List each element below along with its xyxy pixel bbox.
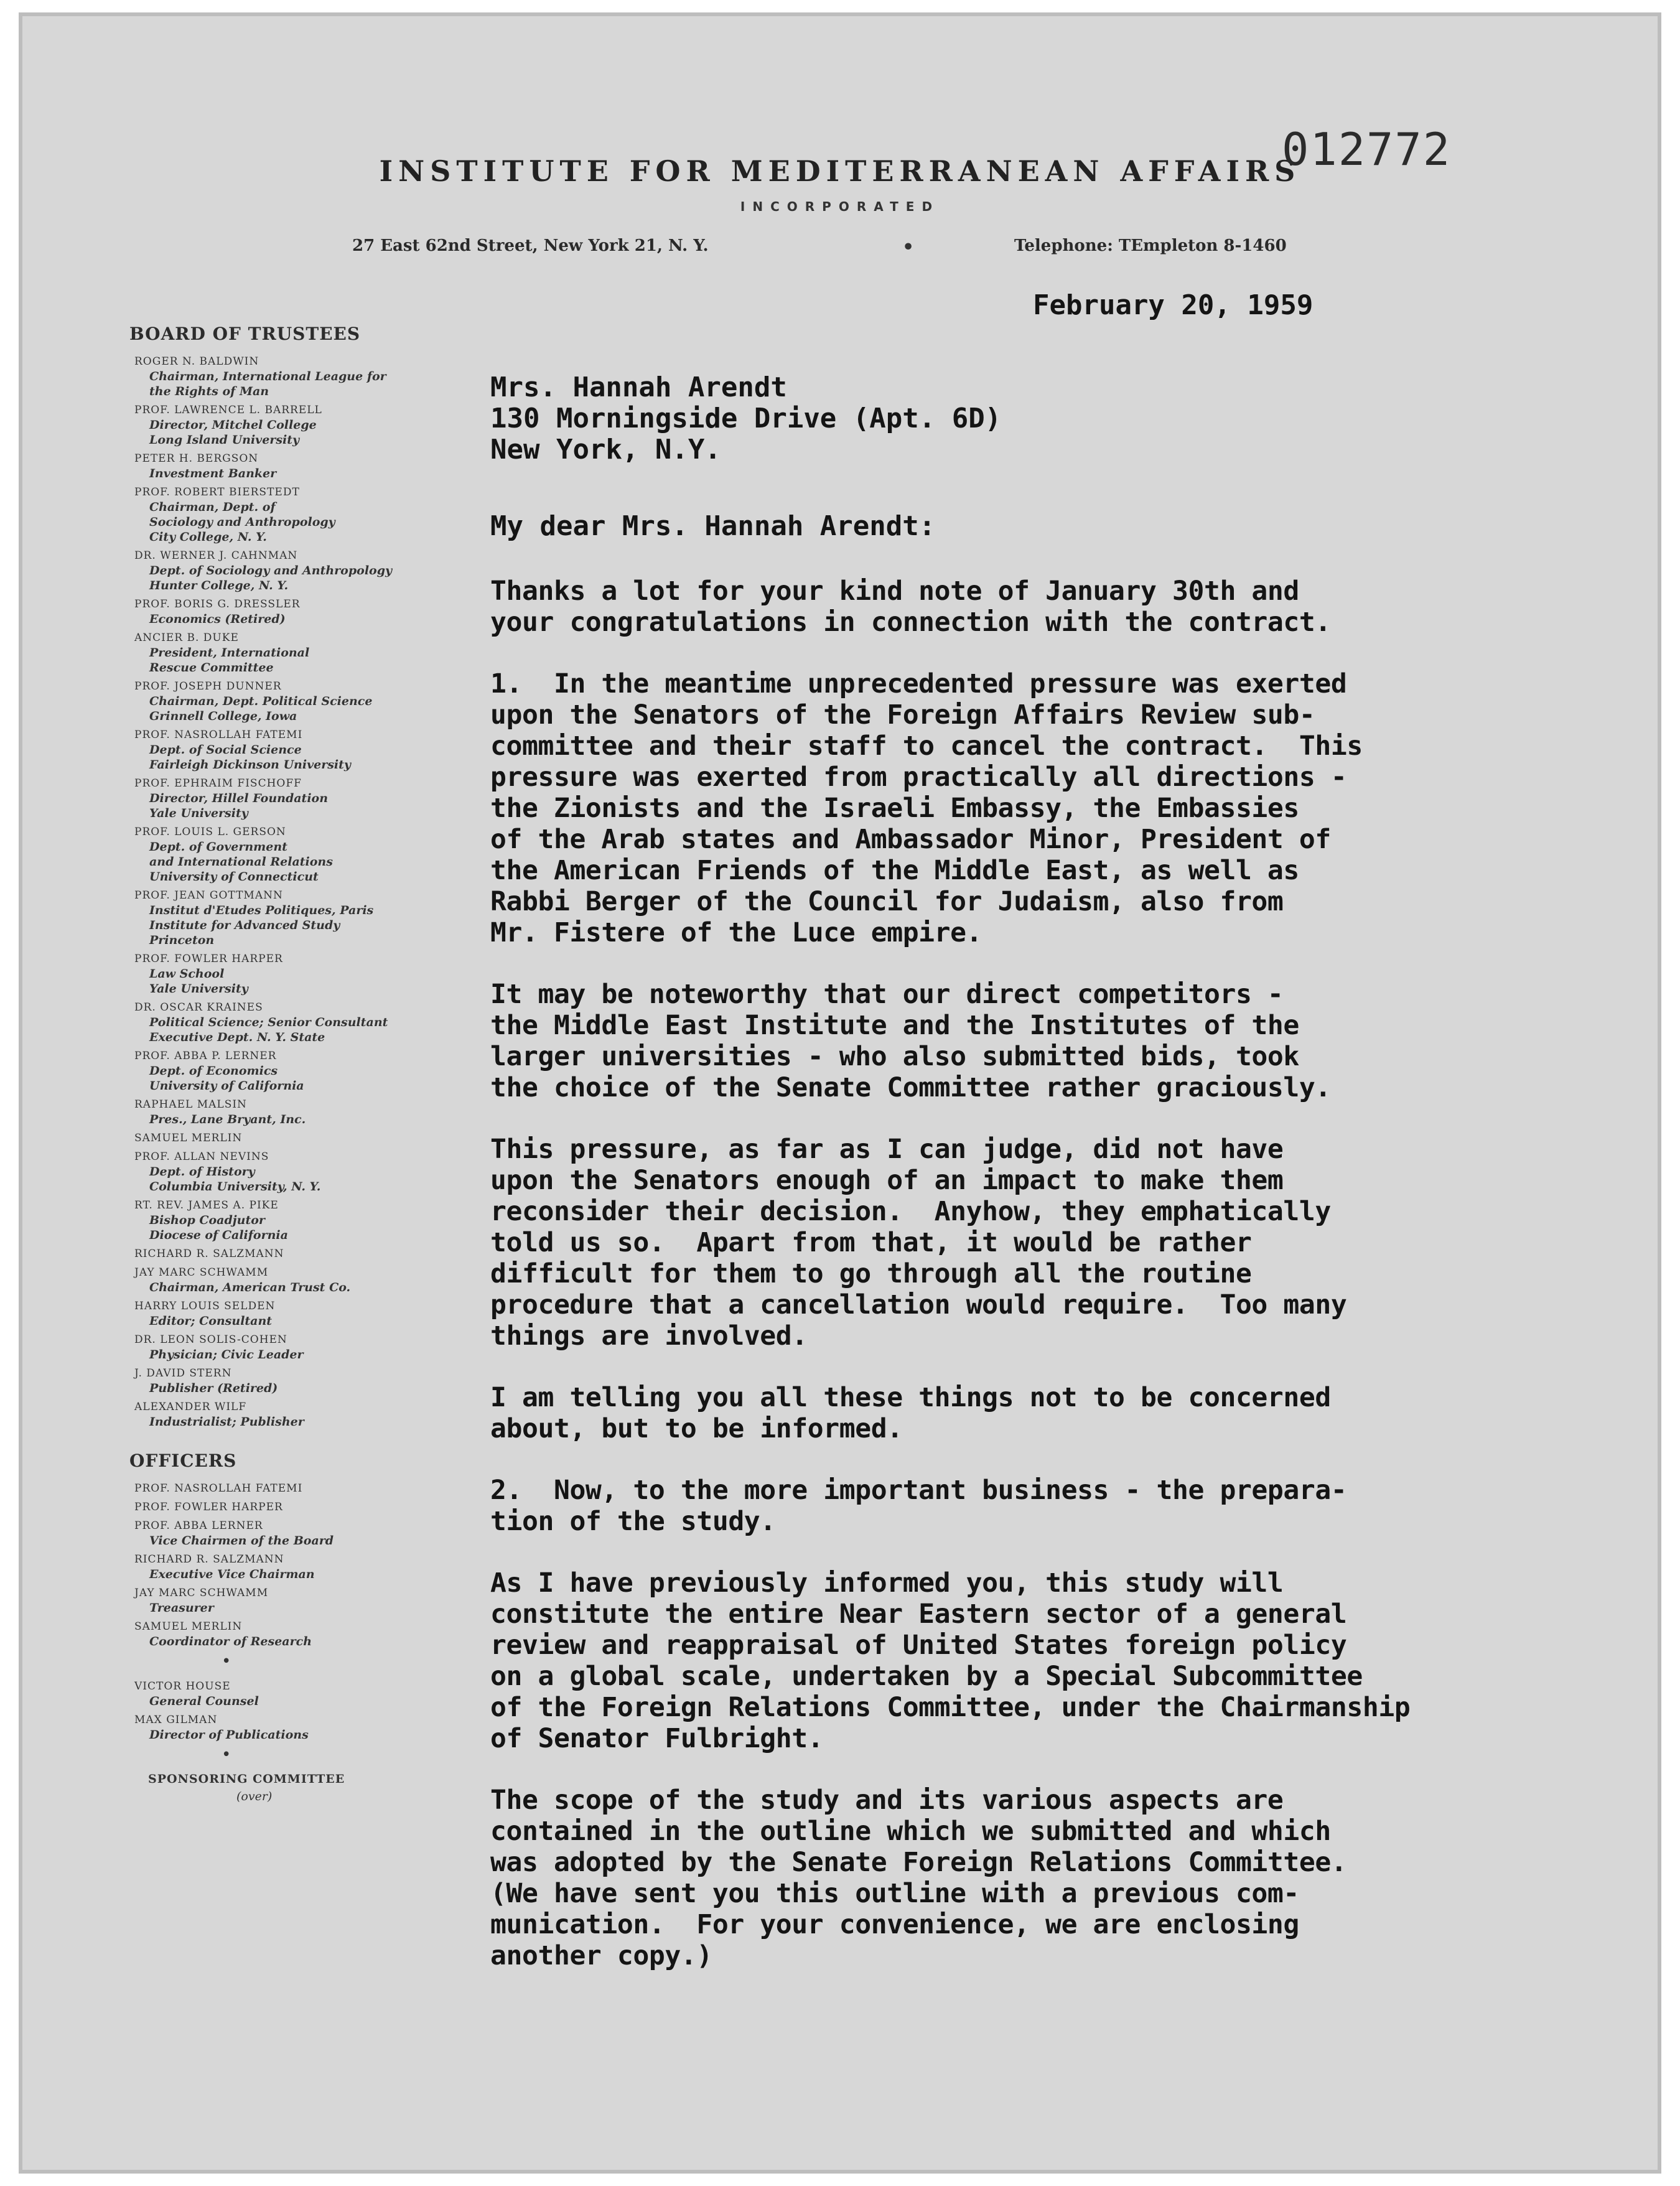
paragraph-line: upon the Senators of the Foreign Affairs Review sub- — [490, 699, 1315, 731]
board-list — [112, 354, 436, 1429]
person-title: Chairman, International League for — [149, 370, 386, 383]
trustee-entry — [134, 1149, 436, 1194]
letter-paragraph — [490, 576, 1629, 638]
person-title: Institut d'Etudes Politiques, Paris — [149, 904, 374, 917]
letter-paragraph — [490, 1785, 1629, 1971]
paragraph-line: review and reappraisal of United States foreign policy — [490, 1630, 1347, 1661]
person-title: Director, Hillel Foundation — [149, 792, 329, 805]
paragraph-line: I am telling you all these things not to be concerned — [490, 1382, 1331, 1413]
paragraph-line: was adopted by the Senate Foreign Relations Committee. — [490, 1847, 1347, 1878]
paragraph-line: things are involved. — [490, 1320, 808, 1352]
trustee-entry — [134, 1299, 436, 1329]
paragraph-line: difficult for them to go through all the routine — [490, 1258, 1252, 1289]
person-name: PROF. JOSEPH DUNNER — [134, 680, 282, 693]
recipient-line: New York, N.Y. — [490, 434, 721, 465]
paragraph-line: Thanks a lot for your kind note of January 30th and — [490, 576, 1299, 607]
person-name: PROF. LOUIS L. GERSON — [134, 826, 286, 838]
trustee-entry — [134, 548, 436, 593]
person-title: Rescue Committee — [149, 661, 274, 675]
person-name: PROF. ROBERT BIERSTEDT — [134, 486, 300, 498]
paragraph-line: larger universities - who also submitted bids, took — [490, 1041, 1299, 1072]
paragraph-line: It may be noteworthy that our direct competitors - — [490, 979, 1284, 1010]
letterhead-address: 27 East 62nd Street, New York 21, N. Y. — [352, 236, 709, 255]
trustee-entry — [134, 1552, 436, 1582]
paragraph-line: 2. Now, to the more important business - the prepara- — [490, 1475, 1347, 1506]
person-title: Dept. of Social Science — [149, 743, 302, 757]
paragraph-line: your congratulations in connection with the contract. — [490, 607, 1331, 638]
paragraph-line: procedure that a cancellation would require. Too many — [490, 1289, 1347, 1320]
person-name: PROF. BORIS G. DRESSLER — [134, 598, 301, 610]
trustee-entry — [134, 1518, 436, 1548]
officers-heading: OFFICERS — [129, 1450, 237, 1471]
paragraph-line: contained in the outline which we submitted and which — [490, 1816, 1331, 1847]
paragraph-line: about, but to be informed. — [490, 1413, 903, 1444]
paragraph-line: of Senator Fulbright. — [490, 1723, 824, 1754]
sidebar-bullet: • — [222, 1652, 231, 1671]
person-title: Treasurer — [149, 1601, 214, 1615]
trustee-entry — [134, 1399, 436, 1429]
person-name: PROF. EPHRAIM FISCHOFF — [134, 777, 302, 790]
person-name: JAY MARC SCHWAMM — [134, 1266, 269, 1279]
person-name: ROGER N. BALDWIN — [134, 355, 259, 368]
sidebar-bullet: • — [222, 1745, 231, 1764]
paragraph-line: reconsider their decision. Anyhow, they emphatically — [490, 1196, 1331, 1227]
letter-paragraph — [490, 979, 1629, 1103]
person-title: Diocese of California — [149, 1228, 288, 1242]
person-name: PROF. LAWRENCE L. BARRELL — [134, 404, 322, 416]
person-title: Sociology and Anthropology — [149, 515, 335, 529]
person-name: PROF. ALLAN NEVINS — [134, 1151, 269, 1163]
trustee-entry — [134, 597, 436, 627]
person-title: Vice Chairmen of the Board — [149, 1534, 334, 1548]
letter-date: February 20, 1959 — [1033, 289, 1314, 321]
trustee-entry — [134, 451, 436, 481]
trustee-entry — [134, 1712, 436, 1742]
person-title: Chairman, Dept. Political Science — [149, 694, 373, 708]
person-title: Economics (Retired) — [149, 612, 286, 626]
person-name: SAMUEL MERLIN — [134, 1620, 243, 1633]
person-name: DR. OSCAR KRAINES — [134, 1001, 263, 1014]
person-name: ANCIER B. DUKE — [134, 632, 239, 644]
trustee-entry — [134, 1679, 436, 1709]
person-title: Yale University — [149, 806, 248, 820]
person-title: Law School — [149, 967, 225, 981]
salutation: My dear Mrs. Hannah Arendt: — [490, 510, 936, 542]
paragraph-line: the Zionists and the Israeli Embassy, the Embassies — [490, 793, 1299, 824]
trustee-entry — [134, 1097, 436, 1127]
paragraph-line: upon the Senators enough of an impact to make them — [490, 1165, 1284, 1196]
recipient-line: Mrs. Hannah Arendt — [490, 371, 787, 403]
person-name: PETER H. BERGSON — [134, 452, 259, 465]
trustee-entry — [134, 1265, 436, 1295]
letterhead-sidebar — [112, 324, 436, 1803]
person-name: RICHARD R. SALZMANN — [134, 1248, 284, 1260]
letter-paragraph — [490, 1567, 1629, 1754]
person-name: HARRY LOUIS SELDEN — [134, 1300, 276, 1312]
person-title: University of Connecticut — [149, 870, 319, 884]
person-title: Physician; Civic Leader — [149, 1348, 304, 1362]
paragraph-line: This pressure, as far as I can judge, did not have — [490, 1134, 1284, 1165]
person-title: City College, N. Y. — [149, 530, 267, 544]
person-name: RAPHAEL MALSIN — [134, 1098, 247, 1111]
letter-paragraph — [490, 1475, 1629, 1537]
letter-paragraph — [490, 668, 1629, 948]
person-name: MAX GILMAN — [134, 1714, 218, 1726]
paragraph-line: the American Friends of the Middle East, as well as — [490, 855, 1299, 886]
person-name: SAMUEL MERLIN — [134, 1132, 243, 1144]
paragraph-line: of the Foreign Relations Committee, under the Chairmanship — [490, 1692, 1411, 1723]
trustee-entry — [134, 679, 436, 724]
trustee-entry — [134, 1131, 436, 1146]
counsel-list — [112, 1679, 436, 1742]
trustee-entry — [134, 1500, 436, 1515]
trustee-entry — [134, 776, 436, 821]
trustee-entry — [134, 485, 436, 544]
person-name: JAY MARC SCHWAMM — [134, 1587, 269, 1599]
person-title: Coordinator of Research — [149, 1635, 312, 1648]
person-name: PROF. NASROLLAH FATEMI — [134, 729, 303, 741]
trustee-entry — [134, 1049, 436, 1093]
trustee-entry — [134, 1586, 436, 1615]
letterhead-telephone: Telephone: TEmpleton 8-1460 — [1014, 236, 1287, 255]
person-name: PROF. JEAN GOTTMANN — [134, 889, 283, 902]
person-title: Institute for Advanced Study — [149, 918, 340, 932]
recipient-address — [490, 372, 1001, 465]
trustee-entry — [134, 1619, 436, 1649]
person-title: Director, Mitchel College — [149, 418, 317, 432]
person-name: VICTOR HOUSE — [134, 1680, 231, 1693]
board-heading: BOARD OF TRUSTEES — [129, 324, 361, 344]
trustee-entry — [134, 888, 436, 948]
person-title: Executive Dept. N. Y. State — [149, 1030, 325, 1044]
person-title: Dept. of History — [149, 1165, 255, 1179]
paragraph-line: on a global scale, undertaken by a Special Subcommittee — [490, 1661, 1363, 1692]
trustee-entry — [134, 824, 436, 884]
person-title: Editor; Consultant — [149, 1314, 273, 1328]
letter-paragraph — [490, 1382, 1629, 1444]
paragraph-line: tion of the study. — [490, 1506, 776, 1537]
officers-list — [112, 1481, 436, 1649]
paragraph-line: another copy.) — [490, 1940, 712, 1971]
person-title: Dept. of Sociology and Anthropology — [149, 564, 393, 577]
person-name: PROF. NASROLLAH FATEMI — [134, 1482, 303, 1495]
person-title: President, International — [149, 646, 310, 660]
letter-body — [490, 576, 1629, 2002]
person-name: PROF. ABBA LERNER — [134, 1520, 263, 1532]
person-title: Hunter College, N. Y. — [149, 579, 289, 592]
person-name: ALEXANDER WILF — [134, 1401, 247, 1413]
paragraph-line: the choice of the Senate Committee rather graciously. — [490, 1072, 1331, 1103]
person-title: Dept. of Government — [149, 840, 287, 854]
paragraph-line: of the Arab states and Ambassador Minor, President of — [490, 824, 1331, 855]
person-title: Columbia University, N. Y. — [149, 1180, 321, 1193]
person-title: Executive Vice Chairman — [149, 1567, 315, 1581]
person-title: General Counsel — [149, 1694, 259, 1708]
person-title: Chairman, Dept. of — [149, 500, 276, 514]
paragraph-line: 1. In the meantime unprecedented pressure was exerted — [490, 668, 1347, 699]
person-title: Bishop Coadjutor — [149, 1213, 265, 1227]
trustee-entry — [134, 1000, 436, 1045]
person-title: and International Relations — [149, 855, 333, 869]
person-title: Yale University — [149, 982, 248, 996]
person-name: DR. WERNER J. CAHNMAN — [134, 549, 298, 562]
recipient-line: 130 Morningside Drive (Apt. 6D) — [490, 403, 1002, 434]
person-name: RT. REV. JAMES A. PIKE — [134, 1199, 279, 1212]
person-title: Publisher (Retired) — [149, 1381, 278, 1395]
person-name: RICHARD R. SALZMANN — [134, 1553, 284, 1566]
person-name: PROF. ABBA P. LERNER — [134, 1050, 277, 1062]
person-title: Dept. of Economics — [149, 1064, 278, 1078]
person-title: Pres., Lane Bryant, Inc. — [149, 1113, 306, 1126]
person-title: the Rights of Man — [149, 385, 269, 398]
person-title: Princeton — [149, 933, 215, 947]
trustee-entry — [134, 1481, 436, 1496]
person-name: J. DAVID STERN — [134, 1367, 232, 1380]
person-name: PROF. FOWLER HARPER — [134, 953, 283, 965]
letter-paragraph — [490, 1134, 1629, 1352]
paragraph-line: As I have previously informed you, this study will — [490, 1567, 1284, 1599]
paragraph-line: munication. For your convenience, we are enclosing — [490, 1909, 1299, 1940]
trustee-entry — [134, 1366, 436, 1396]
paragraph-line: constitute the entire Near Eastern sector of a general — [490, 1599, 1347, 1630]
paragraph-line: pressure was exerted from practically all directions - — [490, 762, 1347, 793]
trustee-entry — [134, 403, 436, 447]
paragraph-line: (We have sent you this outline with a previous com- — [490, 1878, 1299, 1909]
sponsoring-committee-label: SPONSORING COMMITTEE — [148, 1772, 345, 1786]
person-name: PROF. FOWLER HARPER — [134, 1501, 283, 1513]
person-name: DR. LEON SOLIS-COHEN — [134, 1334, 287, 1346]
trustee-entry — [134, 1332, 436, 1362]
paragraph-line: Rabbi Berger of the Council for Judaism, also from — [490, 886, 1284, 917]
letterhead-separator: • — [902, 236, 915, 258]
letter-page — [19, 12, 1661, 2174]
paragraph-line: The scope of the study and its various aspects are — [490, 1785, 1284, 1816]
person-title: Grinnell College, Iowa — [149, 709, 297, 723]
letterhead-title: INSTITUTE FOR MEDITERRANEAN AFFAIRS — [379, 154, 1301, 188]
trustee-entry — [134, 727, 436, 772]
person-title: Director of Publications — [149, 1728, 309, 1742]
person-title: Long Island University — [149, 433, 300, 447]
person-title: Chairman, American Trust Co. — [149, 1281, 351, 1294]
person-title: Industrialist; Publisher — [149, 1415, 304, 1429]
document-number-stamp: 012772 — [1282, 123, 1452, 175]
over-note: (over) — [236, 1790, 273, 1803]
trustee-entry — [134, 1246, 436, 1261]
trustee-entry — [134, 630, 436, 675]
person-title: University of California — [149, 1079, 304, 1093]
person-title: Investment Banker — [149, 467, 277, 480]
person-title: Political Science; Senior Consultant — [149, 1016, 388, 1029]
paragraph-line: the Middle East Institute and the Institutes of the — [490, 1010, 1299, 1041]
trustee-entry — [134, 1198, 436, 1243]
paragraph-line: told us so. Apart from that, it would be rather — [490, 1227, 1252, 1258]
trustee-entry — [134, 354, 436, 399]
trustee-entry — [134, 951, 436, 996]
person-title: Fairleigh Dickinson University — [149, 758, 351, 772]
letterhead-incorporated: INCORPORATED — [740, 199, 940, 214]
paragraph-line: committee and their staff to cancel the contract. This — [490, 731, 1363, 762]
paragraph-line: Mr. Fistere of the Luce empire. — [490, 917, 982, 948]
